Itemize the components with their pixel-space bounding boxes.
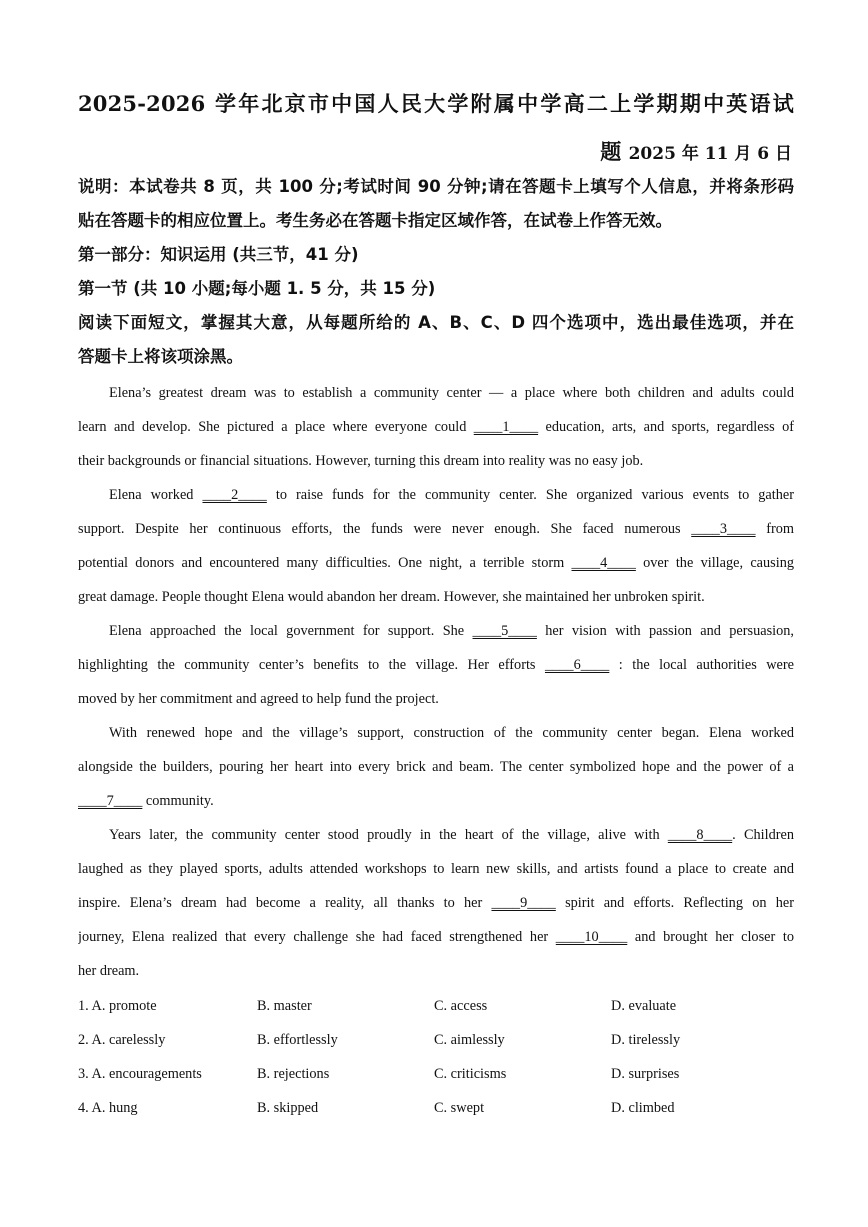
blank-6: ____6____ xyxy=(544,657,610,673)
option-b: B. skipped xyxy=(257,1100,319,1116)
blank-3: ____3____ xyxy=(691,521,756,537)
passage-line: laughed as they played sports, adults attended workshops to learn new skills, and artists found a place to create and xyxy=(78,861,794,877)
text-run: over the village, causing xyxy=(635,555,794,571)
exam-title-continuation xyxy=(600,136,792,166)
text-run: Elena approached the local government for support. She xyxy=(109,623,473,639)
option-a: 1. A. promote xyxy=(78,998,157,1014)
title-tail: 题 xyxy=(600,139,622,164)
blank-8: ____8____ xyxy=(667,827,733,843)
text-run: Elena worked xyxy=(109,487,203,503)
question-options-row xyxy=(78,1064,794,1084)
section-heading: 第一节 (共 10 小题;每小题 1. 5 分，共 15 分) xyxy=(78,279,436,298)
option-a: 4. A. hung xyxy=(78,1100,138,1116)
text-run: inspire. Elena’s dream had become a reality, all thanks to her xyxy=(78,895,492,911)
option-d: D. surprises xyxy=(611,1066,680,1082)
text-run: education, arts, and sports, regardless of xyxy=(538,419,794,435)
passage-line xyxy=(78,417,794,437)
option-c: C. criticisms xyxy=(434,1066,507,1082)
instructions-line-2: 贴在答题卡的相应位置上。考生务必在答题卡指定区域作答，在试卷上作答无效。 xyxy=(78,211,672,230)
option-c: C. swept xyxy=(434,1100,485,1116)
passage-line: alongside the builders, pouring her heart into every brick and beam. The center symbolized hope and the power of a xyxy=(78,759,794,775)
question-options-row xyxy=(78,1098,794,1118)
text-run: from xyxy=(755,521,794,537)
text-run: . Children xyxy=(732,827,794,843)
text-run: : the local authorities were xyxy=(609,657,794,673)
directions-line-1: 阅读下面短文，掌握其大意，从每题所给的 A、B、C、D 四个选项中，选出最佳选项，并在 xyxy=(78,313,794,332)
option-d: D. climbed xyxy=(611,1100,675,1116)
option-b: B. master xyxy=(257,998,312,1014)
passage-line: With renewed hope and the village’s support, construction of the community center began. Elena worked xyxy=(109,725,794,741)
passage-line xyxy=(78,655,794,675)
passage-line xyxy=(78,519,794,539)
option-c: C. aimlessly xyxy=(434,1032,505,1048)
blank-7: ____7____ xyxy=(78,793,143,809)
passage-line xyxy=(78,621,794,641)
text-run: and brought her closer to xyxy=(627,929,794,945)
question-options-row xyxy=(78,996,794,1016)
option-d: D. tirelessly xyxy=(611,1032,681,1048)
blank-10: ____10____ xyxy=(555,929,628,945)
option-d: D. evaluate xyxy=(611,998,677,1014)
text-run: her vision with passion and persuasion, xyxy=(536,623,794,639)
text-run: journey, Elena realized that every challenge she had faced strengthened her xyxy=(78,929,556,945)
passage-line: her dream. xyxy=(78,963,140,979)
text-run: support. Despite her continuous efforts, the funds were never enough. She faced numerous xyxy=(78,521,692,537)
directions-line-2: 答题卡上将该项涂黑。 xyxy=(78,347,243,366)
passage-line xyxy=(78,825,794,845)
passage-line: Elena’s greatest dream was to establish a community center — a place where both children and adults could xyxy=(109,385,794,401)
option-a: 2. A. carelessly xyxy=(78,1032,166,1048)
option-b: B. effortlessly xyxy=(257,1032,338,1048)
passage-line: great damage. People thought Elena would abandon her dream. However, she maintained her unbroken spirit. xyxy=(78,589,705,605)
text-run: potential donors and encountered many difficulties. One night, a terrible storm xyxy=(78,555,572,571)
option-a: 3. A. encouragements xyxy=(78,1066,202,1082)
passage-line xyxy=(78,485,794,505)
question-options-row xyxy=(78,1030,794,1050)
instructions-line-1: 说明：本试卷共 8 页，共 100 分;考试时间 90 分钟;请在答题卡上填写个人信息，并将条形码 xyxy=(78,177,794,196)
blank-9: ____9____ xyxy=(491,895,556,911)
passage-line xyxy=(78,893,794,913)
text-run: Years later, the community center stood proudly in the heart of the village, alive with xyxy=(109,827,668,843)
passage-line xyxy=(78,553,794,573)
option-c: C. access xyxy=(434,998,488,1014)
exam-date: 2025 年 11 月 6 日 xyxy=(628,144,792,164)
passage-line: their backgrounds or financial situations. However, turning this dream into reality was no easy job. xyxy=(78,453,644,469)
text-run: highlighting the community center’s benefits to the village. Her efforts xyxy=(78,657,545,673)
passage-line xyxy=(78,927,794,947)
blank-2: ____2____ xyxy=(202,487,267,503)
blank-5: ____5____ xyxy=(472,623,537,639)
exam-title: 2025-2026 学年北京市中国人民大学附属中学高二上学期期中英语试 xyxy=(78,91,794,116)
text-run: to raise funds for the community center. She organized various events to gather xyxy=(266,487,794,503)
text-run: community. xyxy=(142,793,214,809)
text-run: spirit and efforts. Reflecting on her xyxy=(555,895,794,911)
blank-4: ____4____ xyxy=(571,555,636,571)
blank-1: ____1____ xyxy=(473,419,539,435)
part-heading: 第一部分：知识运用 (共三节，41 分) xyxy=(78,245,359,264)
text-run: learn and develop. She pictured a place where everyone could xyxy=(78,419,474,435)
passage-line: moved by her commitment and agreed to help fund the project. xyxy=(78,691,439,707)
option-b: B. rejections xyxy=(257,1066,330,1082)
passage-line xyxy=(78,791,794,811)
